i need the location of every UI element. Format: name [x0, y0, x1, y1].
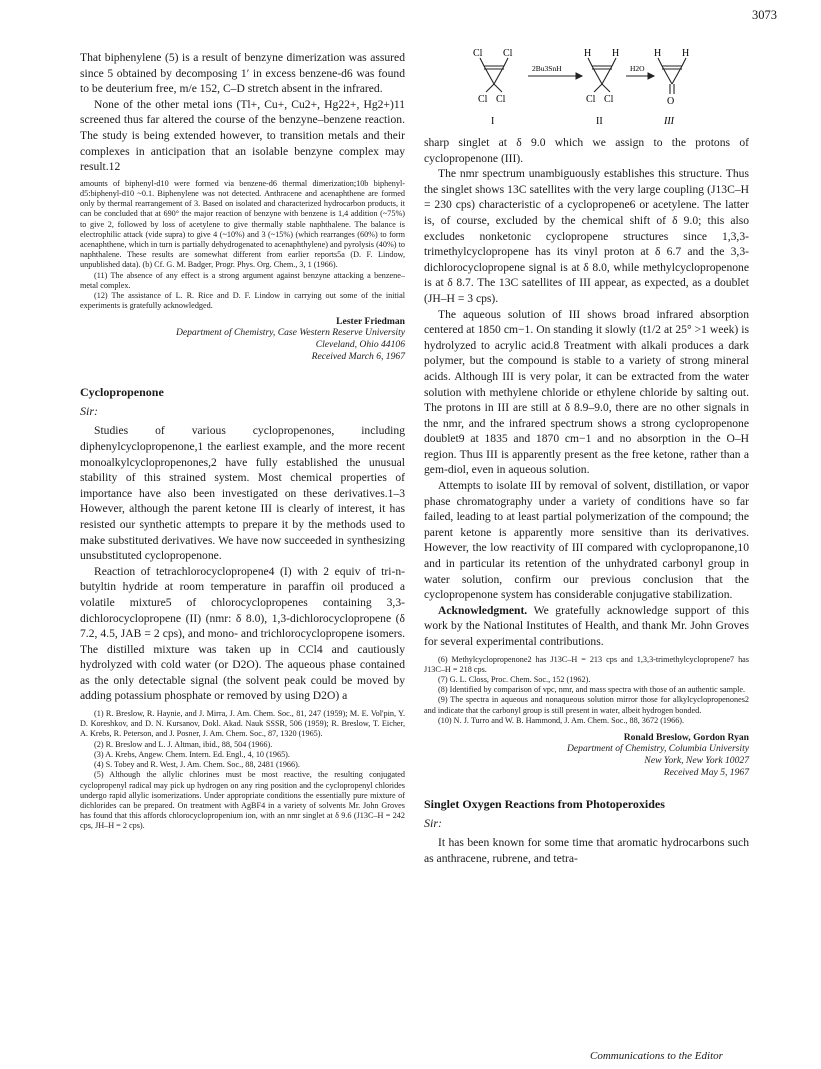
- footnote: (11) The absence of any effect is a strong argument against benzyne attacking a benzene–metal complex.: [80, 270, 405, 290]
- cl-label: Cl: [604, 94, 614, 105]
- affiliation-city: Cleveland, Ohio 44106: [315, 339, 405, 351]
- paragraph: Reaction of tetrachlorocyclopropene4 (I) with 2 equiv of tri-n-butyltin hydride at room temperature in paraffin oil produced a volatile mixture5 of chlorocyclopropenes containing 3,3-dichlorocyclopropene (II) (nmr: δ 8.0), 1,3-dichlorocyclopropene (δ 7.2, 4.5, JAB = 2 cps), and mono- and trichlorocyclopropene isomers. The distilled mixture was taken up in CCl4 and cautiously hydrolyzed with cold water (or D2O). The aqueous phase contained as the only detectable signal (the solvent peak could be moved by adding potassium phosphate or removed by using D2O) a: [80, 564, 405, 703]
- cl-label: Cl: [503, 48, 513, 59]
- received-date: Received March 6, 1967: [311, 351, 405, 363]
- arrow-2: [626, 73, 654, 79]
- reference: (1) R. Breslow, R. Haynie, and J. Mirra, J. Am. Chem. Soc., 81, 247 (1959); M. E. Vol'pin, Y. D. Koreshkov, and D. N. Kursanov, Dokl. Akad. Nauk SSSR, 506 (1959); R. Breslow, T. Eicher, A. Krebs, R. Peterson, and J. Posner, J. Am. Chem. Soc., 87, 1320 (1965).: [80, 709, 405, 739]
- signature-block: [424, 732, 749, 779]
- reference: (9) The spectra in aqueous and nonaqueous solution mirror those for alkylcyclopropenones2 and indicate that the carbonyl group is still present in water, albeit hydrogen bonded.: [424, 695, 749, 715]
- paragraph: The aqueous solution of III shows broad infrared absorption centered at 1850 cm−1. On standing it slowly (t1/2 at 25° >1 week) is hydrolyzed to acrylic acid.8 Treatment with alkali produces a dark polymer, but the compound is stable to a variety of strong mineral acids. Although III is very polar, it can be extracted from the water solution with methylene chloride or ethylene chloride by salting out. The protons in III are still at δ 8.9–9.0, there are no other signals in the nmr, and the infrared spectrum shows a strong cyclopropenone doublet9 at 1835 and 1870 cm−1 and no absorption in the O–H region. Thus III is apparently present as the free ketone, rather than a gem-diol, even in aqueous solution.: [424, 307, 749, 477]
- paragraph: None of the other metal ions (Tl+, Cu+, Cu2+, Hg22+, Hg2+)11 screened thus far altered the course of the benzyne–benzene reaction. The study is being extended however, to transition metals and their complexes in anticipation that an isolable benzyne complex may result.12: [80, 97, 405, 174]
- compound-label-II: II: [596, 116, 603, 127]
- salutation: Sir:: [424, 816, 442, 831]
- reagent-label: H2O: [630, 64, 645, 73]
- author-name: Lester Friedman: [336, 316, 405, 328]
- acknowledgment: [424, 603, 749, 650]
- paragraph: sharp singlet at δ 9.0 which we assign to the protons of cyclopropenone (III).: [424, 136, 749, 165]
- paragraph: Attempts to isolate III by removal of solvent, distillation, or vapor phase chromatography under a variety of conditions have so far failed, leading to at least partial polymerization of the compound; the parent ketone is apparently more sensitive than its derivatives. However, the low reactivity of III compared with cyclopropanone,10 and in particular its retention of the unhydrated carbonyl group in water solution, confirm our previous conclusion that the cyclopropenone system has considerable conjugative stabilization.: [424, 479, 749, 602]
- reference: (3) A. Krebs, Angew. Chem. Intern. Ed. Engl., 4, 10 (1965).: [94, 749, 290, 759]
- cl-label: Cl: [496, 94, 506, 105]
- footnote: (12) The assistance of L. R. Rice and D. F. Lindow in carrying out some of the initial experiments is gratefully acknowledged.: [80, 290, 405, 311]
- arrow-1: [528, 73, 582, 79]
- cl-label: Cl: [478, 94, 488, 105]
- article-heading: Cyclopropenone: [80, 385, 164, 400]
- page-number: 3073: [752, 8, 777, 22]
- reagent-label: 2Bu3SnH: [532, 64, 562, 73]
- compound-label-III: III: [664, 116, 674, 127]
- salutation: Sir:: [80, 404, 98, 419]
- compound-III: [658, 58, 686, 94]
- article-heading: Singlet Oxygen Reactions from Photoperoxides: [424, 797, 665, 812]
- reference: (4) S. Tobey and R. West, J. Am. Chem. Soc., 88, 2481 (1966).: [94, 760, 300, 770]
- h-label: H: [612, 48, 620, 59]
- paragraph: It has been known for some time that aromatic hydrocarbons such as anthracene, rubrene, and tetra-: [424, 836, 749, 865]
- paragraph: Studies of various cyclopropenones, including diphenylcyclopropenone,1 the earliest example, and the more recent monoalkylcyclopropenones,2 have fully established the unusual stability of this strained system. Most chemical properties of importance have also been investigated on these derivatives.1–3 However, although the parent ketone III is clearly of interest, it has resisted our synthetic attempts to prepare it by the methods used to make substituted derivatives. We have now succeeded in synthesizing unsubstituted cyclopropenone.: [80, 424, 405, 563]
- reference: (6) Methylcyclopropenone2 has J13C–H = 213 cps and 1,3,3-trimethylcyclopropene7 has J13C–H = 218 cps.: [424, 654, 749, 674]
- reaction-scheme: [470, 44, 710, 136]
- affiliation-city: New York, New York 10027: [644, 755, 749, 767]
- left-column: [80, 50, 405, 832]
- reference-list: [424, 655, 749, 726]
- affiliation: Department of Chemistry, Case Western Reserve University: [175, 327, 405, 339]
- running-footer: Communications to the Editor: [590, 1050, 723, 1062]
- h-label: H: [584, 48, 592, 59]
- cl-label: Cl: [586, 94, 596, 105]
- compound-II: [588, 58, 616, 92]
- affiliation: Department of Chemistry, Columbia University: [567, 743, 749, 755]
- reference: (7) G. L. Closs, Proc. Chem. Soc., 152 (1962).: [438, 675, 591, 684]
- compound-label-I: I: [491, 116, 495, 127]
- right-column: [424, 135, 749, 866]
- paragraph: That biphenylene (5) is a result of benzyne dimerization was assured since 5 obtained by decomposing 1′ in excess benzene-d6 was found to be deuterium free, m/e 152, C–D stretch absent in the infrared.: [80, 51, 405, 96]
- reference-list: [80, 709, 405, 831]
- ack-label: Acknowledgment.: [438, 603, 528, 617]
- reference: (8) Identified by comparison of vpc, nmr, and mass spectra with those of an authentic sample.: [438, 685, 746, 695]
- o-label: O: [667, 96, 675, 107]
- paragraph: The nmr spectrum unambiguously establishes this structure. Thus the singlet shows 13C satellites with the very large coupling (J13C–H = 230 cps) characteristic of a cyclopropene6 or acetylene. The latter is, of course, excluded by the chemical shift of δ 9.0; this also excludes nonketonic cyclopropene structures since 1,3,3-trimethylcyclopropene has its vinyl proton at δ 6.7 and the 3,3-dichlorocyclopropene signal is at δ 8.0, while methylcyclopropenone is at δ 8.7. The 13C satellites of III appear, as expected, as a doublet (JH–H = 3 cps).: [424, 167, 749, 305]
- cl-label: Cl: [473, 48, 483, 59]
- reference: (2) R. Breslow and L. J. Altman, ibid., 88, 504 (1966).: [94, 739, 273, 749]
- h-label: H: [654, 48, 662, 59]
- signature-block: [80, 316, 405, 363]
- footnote: amounts of biphenyl-d10 were formed via benzene-d6 thermal dimerization;10b biphenyl-d5:biphenyl-d10 ~0.1. Biphenylene was not detected. Anthracene and acenaphthene are formed only by thermal rearrangement of 3. Based on isolated and characterized hydrocarbon products, it can be concluded that at 690° the major reaction of benzyne with benzene is 1,4 addition (~75%) to give 2, followed by loss of acetylene to give thermally stable naphthalene. The balance is electrophilic attack (vide supra) to give 4 (~10%) and 3 (~15%) (which rearranges (60%) to form acenaphthene, which in turn is partially dehydrogenated to acenaphthylene) and pyrolysis (40%) to naphthalene. These results are somewhat different from earlier reports5a (D. F. Lindow, unpublished data). (b) Cf. G. M. Badger, Progr. Phys. Org. Chem., 3, 1 (1966).: [80, 178, 405, 270]
- reference: (5) Although the allylic chlorines must be most reactive, the resulting conjugated cyclopropenyl radical may pick up hydrogen on any ring position and the cyclopropenyl chlorides undergo rapid allylic isomerizations. Under appropriate conditions the essentially pure mixture of dichlorides can be prepared. On treatment with AgBF4 in a variety of solvents Mr. John Groves has found that this affords chlorocyclopropenium ion, with an nmr singlet at δ 9.6 (J13C–H = 242 cps, JH–H = 2 cps).: [80, 770, 405, 831]
- author-name: Ronald Breslow, Gordon Ryan: [623, 732, 749, 744]
- compound-I: [480, 58, 508, 92]
- reference: (10) N. J. Turro and W. B. Hammond, J. Am. Chem. Soc., 88, 3672 (1966).: [438, 715, 685, 725]
- received-date: Received May 5, 1967: [663, 767, 749, 779]
- ack-text: We gratefully acknowledge support of this work by the National Institutes of Health, and thank Mr. John Groves for several experimental contributions.: [424, 603, 749, 648]
- h-label: H: [682, 48, 690, 59]
